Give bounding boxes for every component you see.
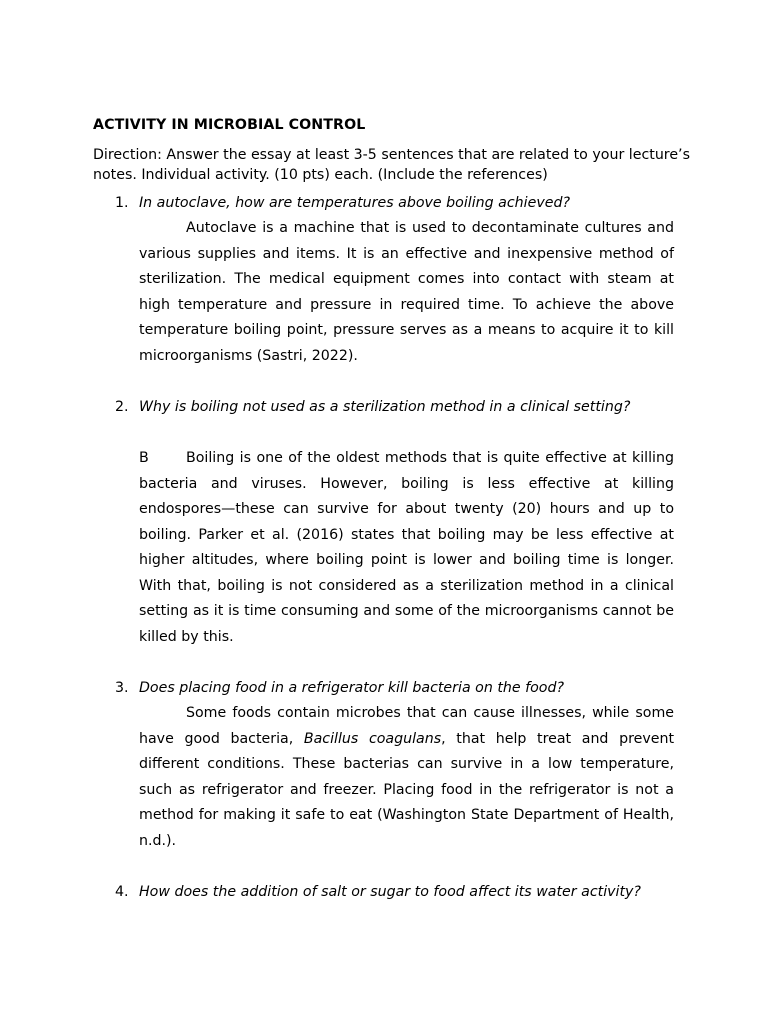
- question-2: [115, 395, 675, 421]
- answer-text-part2: , that help treat and prevent different conditions. These bacterias can survive in a low temperature, such as refrigerator and freezer. Placing food in the refrigerator is not a method for making it safe to eat (Washington State Department of Health, n.d.).: [139, 730, 675, 849]
- answer-2: [139, 446, 674, 650]
- question-number: 4.: [115, 884, 129, 900]
- answer-text: Boiling is one of the oldest methods that is quite effective at killing bacteria and viruses. However, boiling is less effective at killing endospores—these can survive for about twenty (20) hours and up to boiling. Parker et al. (2016) states that boiling may be less effective at higher altitudes, where boiling point is lower and boiling time is longer. With that, boiling is not considered as a sterilization method in a clinical setting as it is time consuming and some of the microorganisms cannot be killed by this.: [139, 450, 674, 645]
- question-4: [115, 880, 675, 906]
- answer-3: [139, 701, 674, 854]
- direction-text: Direction: Answer the essay at least 3-5 sentences that are related to your lecture’s notes. Individual activity. (10 pts) each. (Include the references): [93, 147, 690, 183]
- question-3: [115, 676, 675, 702]
- question-text: Why is boiling not used as a sterilization method in a clinical setting?: [139, 399, 631, 415]
- document-title: ACTIVITY IN MICROBIAL CONTROL: [93, 117, 366, 133]
- question-number: 1.: [115, 195, 129, 211]
- answer-text-part1: Some foods contain microbes that can cause illnesses, while some have good bacteria,: [139, 705, 674, 747]
- question-number: 2.: [115, 399, 129, 415]
- question-1: [115, 191, 675, 217]
- question-number: 3.: [115, 680, 129, 696]
- answer-lead-letter: B: [139, 450, 149, 466]
- answer-text: Autoclave is a machine that is used to decontaminate cultures and various supplies and items. It is an effective and inexpensive method of sterilization. The medical equipment comes into contact with steam at high temperature and pressure in required time. To achieve the above temperature boiling point, pressure serves as a means to acquire it to kill microorganisms (Sastri, 2022).: [139, 220, 674, 364]
- answer-1: [139, 216, 674, 369]
- question-text: Does placing food in a refrigerator kill bacteria on the food?: [139, 680, 565, 696]
- species-name: Bacillus coagulans: [303, 730, 442, 747]
- question-text: How does the addition of salt or sugar to food affect its water activity?: [139, 884, 641, 900]
- question-text: In autoclave, how are temperatures above boiling achieved?: [139, 195, 570, 211]
